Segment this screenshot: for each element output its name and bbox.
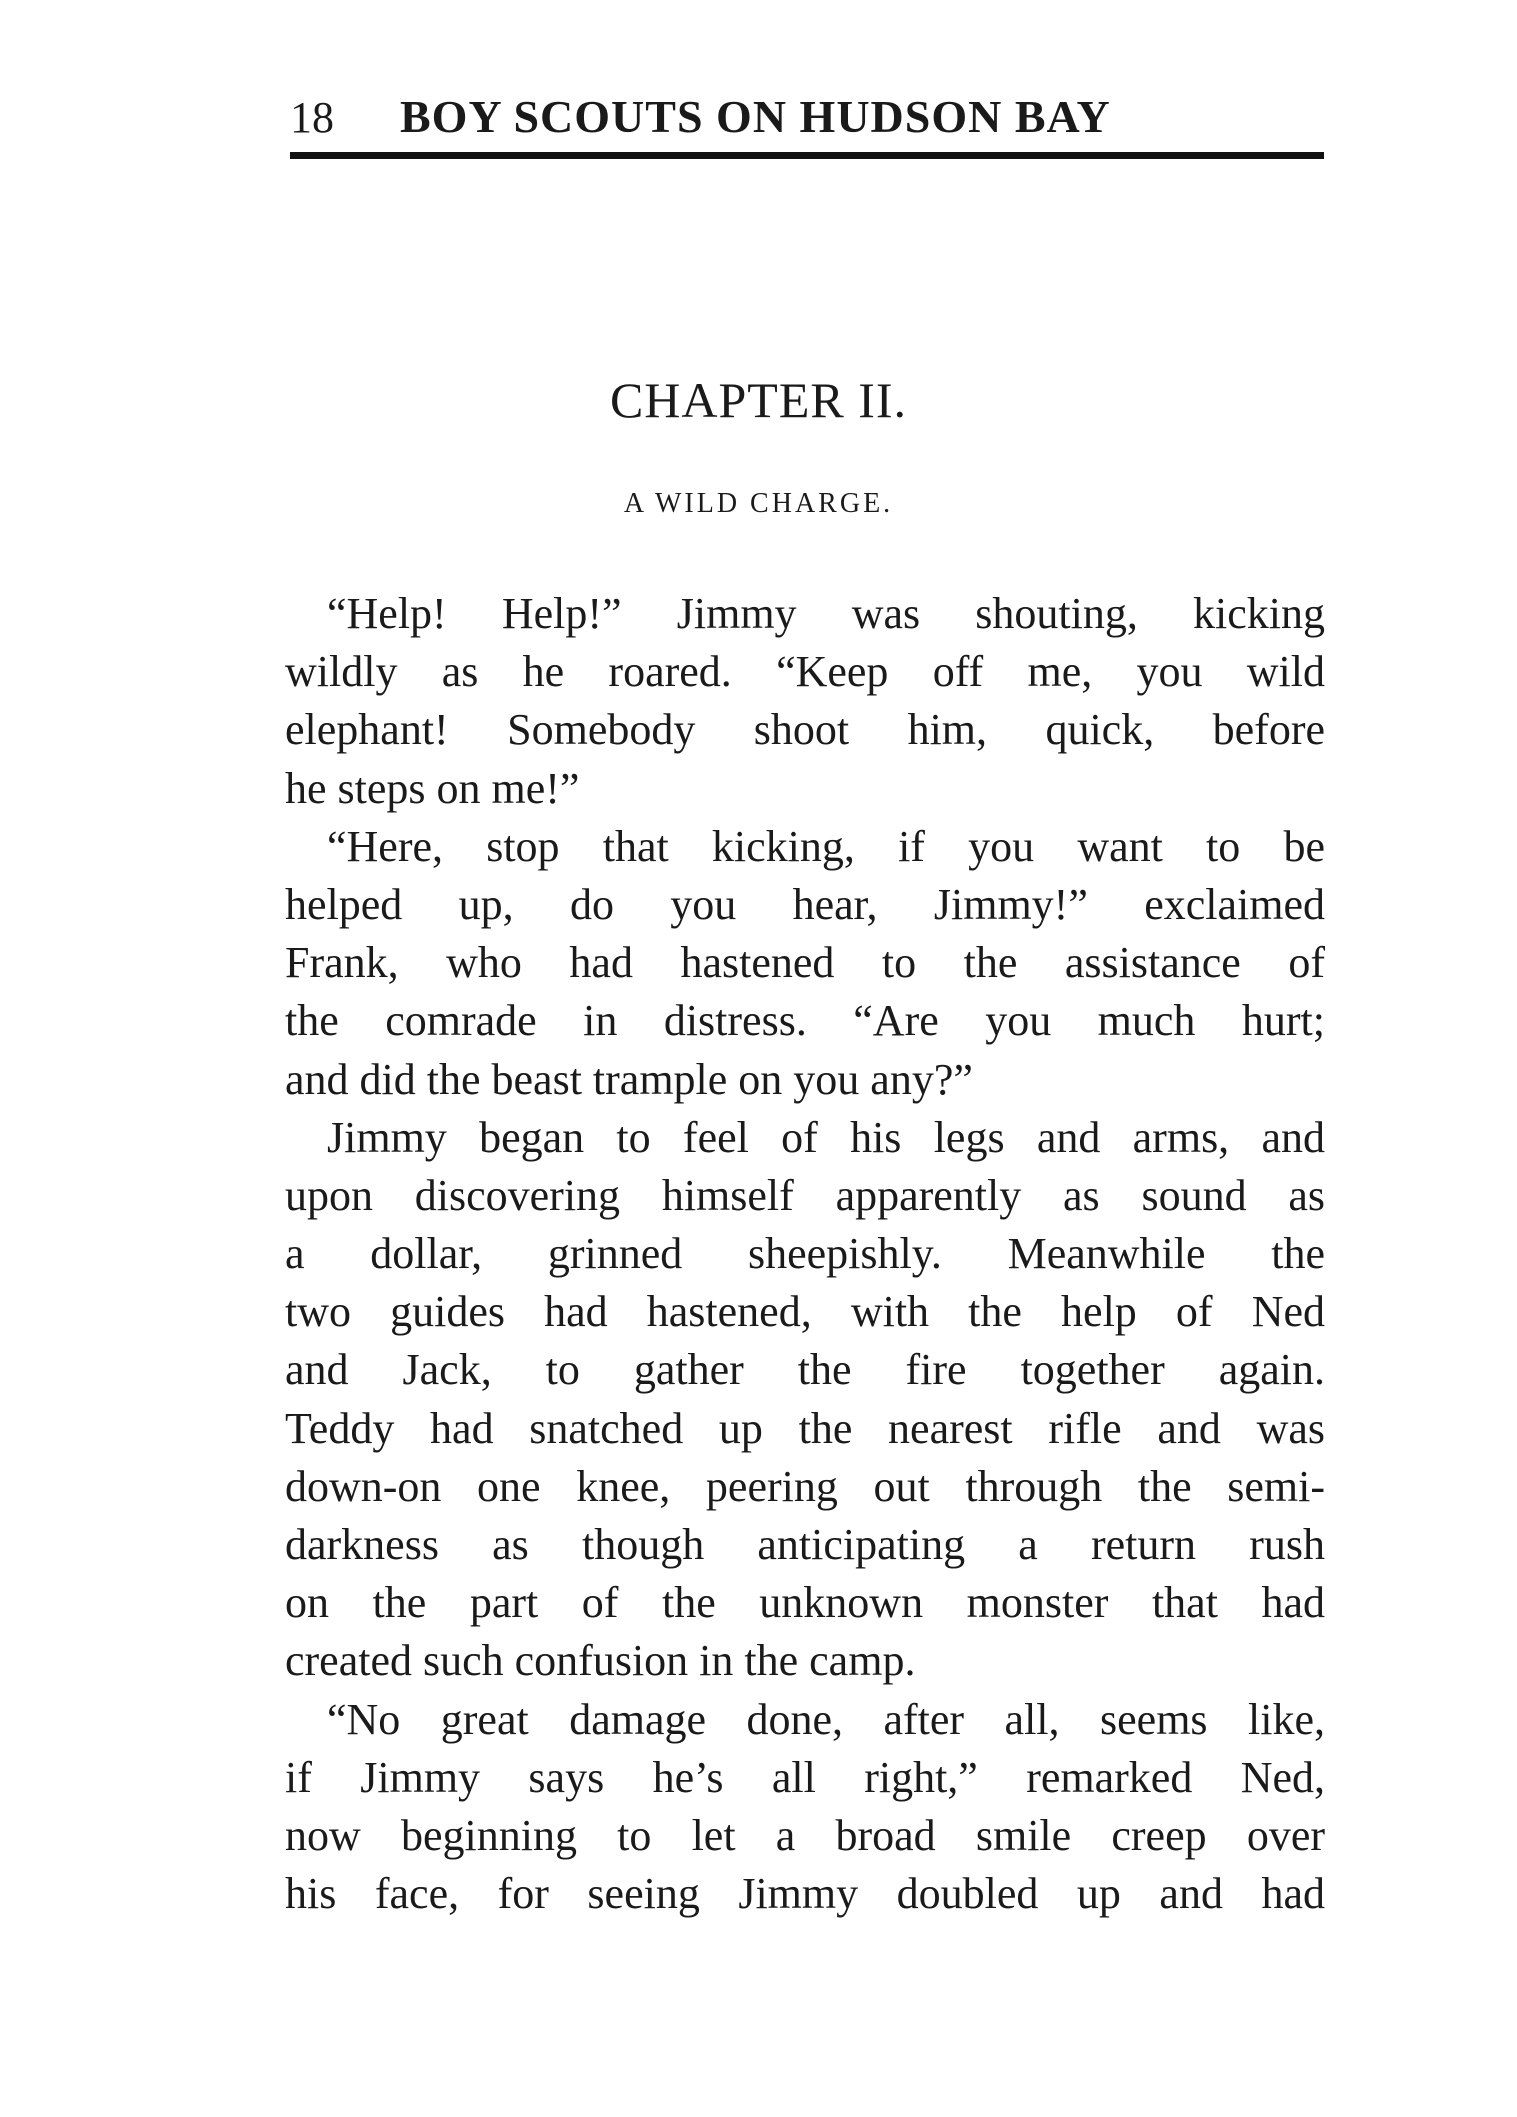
text-line: Teddy had snatched up the nearest rifle and was — [285, 1403, 1325, 1453]
text-line: down-on one knee, peering out through the semi- — [285, 1461, 1325, 1511]
text-line: Jimmy began to feel of his legs and arms, and — [327, 1112, 1325, 1162]
header-rule — [290, 152, 1324, 159]
body-text — [285, 585, 1325, 1923]
text-line: he steps on me!” — [285, 763, 580, 813]
text-line: wildly as he roared. “Keep off me, you wild — [285, 647, 1325, 697]
text-line: “Help! Help!” Jimmy was shouting, kicking — [327, 589, 1325, 638]
text-line: darkness as though anticipating a return rush — [285, 1520, 1325, 1569]
text-line: Frank, who had hastened to the assistance of — [285, 938, 1325, 988]
text-line: if Jimmy says he’s all right,” remarked Ned, — [285, 1752, 1325, 1802]
text-line: now beginning to let a broad smile creep over — [285, 1810, 1325, 1860]
running-header — [290, 92, 1324, 152]
text-line: and Jack, to gather the fire together again. — [285, 1345, 1325, 1395]
text-line: helped up, do you hear, Jimmy!” exclaimed — [285, 879, 1325, 929]
running-title: BOY SCOUTS ON HUDSON BAY — [400, 91, 1111, 142]
chapter-title: A WILD CHARGE. — [623, 488, 894, 519]
text-line: upon discovering himself apparently as sound as — [285, 1170, 1325, 1220]
text-line: “Here, stop that kicking, if you want to be — [327, 821, 1325, 871]
text-line: and did the beast trample on you any?” — [285, 1054, 973, 1104]
text-line: a dollar, grinned sheepishly. Meanwhile the — [285, 1229, 1325, 1279]
chapter-number: CHAPTER II. — [609, 372, 908, 428]
text-line: his face, for seeing Jimmy doubled up and had — [285, 1869, 1325, 1919]
text-line: the comrade in distress. “Are you much hurt; — [285, 996, 1325, 1046]
text-line: elephant! Somebody shoot him, quick, before — [285, 705, 1325, 755]
page-number: 18 — [290, 93, 334, 142]
text-line: created such confusion in the camp. — [285, 1636, 916, 1686]
text-line: on the part of the unknown monster that had — [285, 1578, 1325, 1628]
text-line: two guides had hastened, with the help of Ned — [285, 1287, 1325, 1337]
text-line: “No great damage done, after all, seems like, — [327, 1694, 1325, 1744]
